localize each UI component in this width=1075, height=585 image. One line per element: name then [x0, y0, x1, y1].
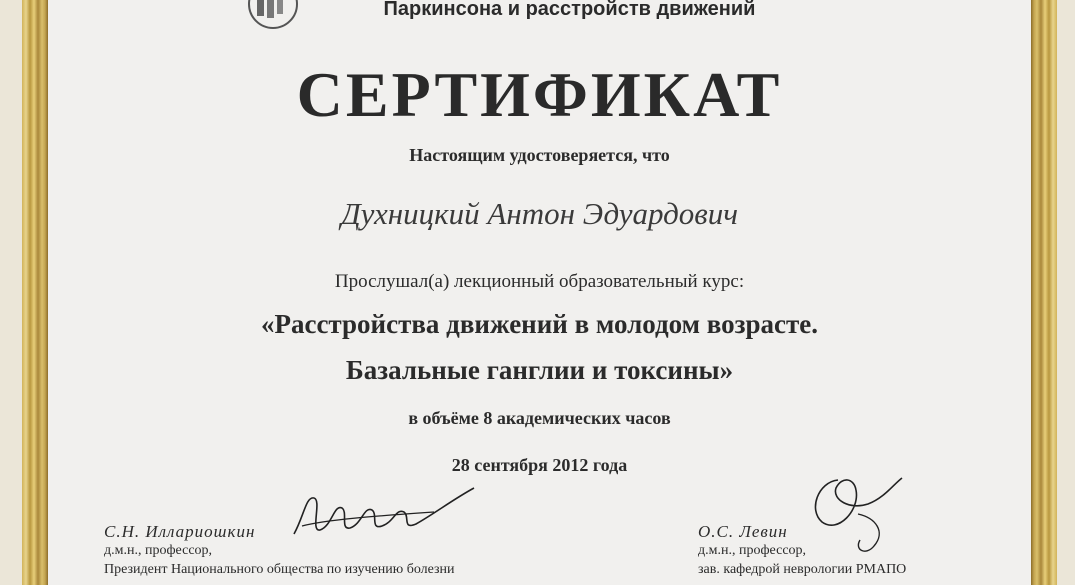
signatory-left-name: С.Н. Иллариошкин	[104, 522, 256, 541]
signatory-right-degree: д.м.н., профессор,	[698, 543, 807, 558]
course-title-line2: Базальные ганглии и токсины»	[345, 355, 734, 385]
signatory-left-degree: д.м.н., профессор,	[104, 543, 213, 558]
certificate-paper	[48, 0, 1031, 585]
signatory-left-position: Президент Национального общества по изучению болезни	[104, 562, 455, 577]
signatory-right-name: О.С. Левин	[698, 522, 788, 541]
signature-left-icon	[284, 486, 484, 546]
gold-border-right	[1031, 0, 1075, 585]
certificate-title: СЕРТИФИКАТ	[296, 59, 783, 130]
recipient-name: Духницкий Антон Эдуардович	[340, 196, 739, 231]
hours-line: в объёме 8 академических часов	[408, 408, 671, 428]
course-title-line1: «Расстройства движений в молодом возрасте.	[260, 309, 819, 339]
completed-line: Прослушал(а) лекционный образовательный курс:	[334, 271, 745, 292]
signature-right-icon	[798, 470, 908, 560]
certify-line: Настоящим удостоверяется, что	[409, 145, 670, 165]
organization-name: Паркинсона и расстройств движений	[383, 0, 756, 20]
gold-border-left	[0, 0, 48, 585]
date-line: 28 сентября 2012 года	[451, 455, 628, 475]
signatory-right-position: зав. кафедрой неврологии РМАПО	[698, 562, 907, 577]
